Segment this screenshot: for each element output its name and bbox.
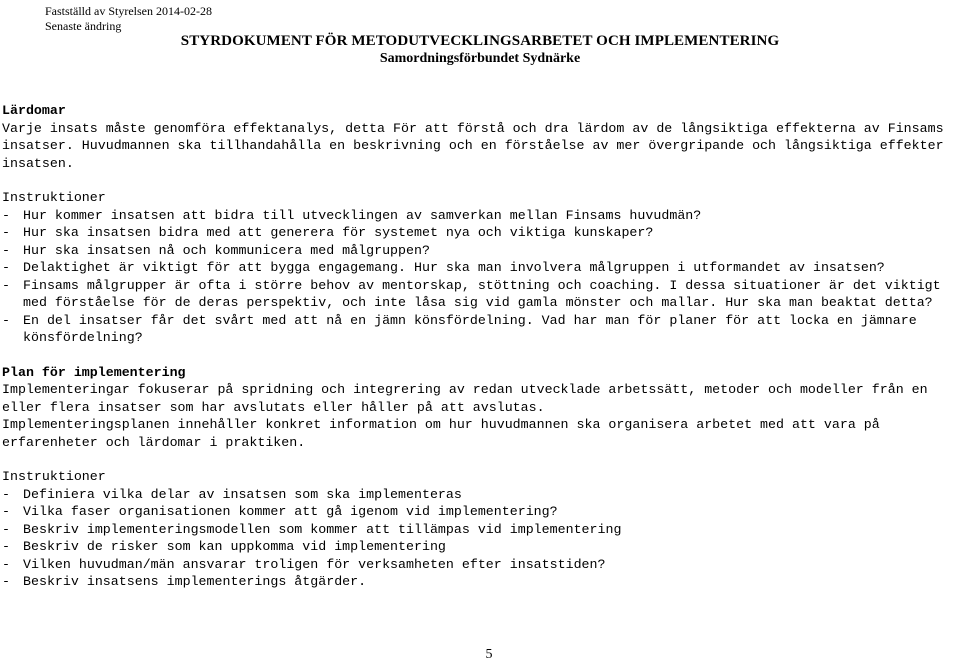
list-item: - Definiera vilka delar av insatsen som ska implementeras (2, 486, 462, 502)
page-number: 5 (485, 647, 493, 662)
list-dash: - (2, 242, 10, 258)
list-dash: - (2, 504, 10, 519)
list-item: - Delaktighet är viktigt för att bygga engagemang. Hur ska man involvera målgruppen i utformandet av insatsen? (2, 260, 885, 275)
list-item: - Beskriv insatsens implementerings åtgärder. (2, 574, 367, 589)
list-dash: - (2, 521, 10, 537)
document-subtitle: Samordningsförbundet Sydnärke (379, 51, 581, 66)
section-heading-instruktioner-2: Instruktioner (2, 469, 106, 484)
plan-paragraph-1: Implementeringar fokuserar på spridning och integrering av redan utvecklade arbetssätt, metoder och modeller från en eller flera insatser som har avslutats eller håller på att avslutas. (2, 382, 928, 415)
lardomar-paragraph: Varje insats måste genomföra effektanalys, detta För att förstå och dra lärdom av de långsiktiga effekterna av Finsams insatser. Huvudmannen ska tillhandahålla en beskrivning och en förståelse av mer övergripande och långsiktiga effekter insatsen. (2, 120, 944, 171)
instruktioner-1-list (2, 207, 952, 347)
list-item: - Beskriv implementeringsmodellen som kommer att tillämpas vid implementering (2, 521, 622, 537)
list-dash: - (2, 574, 10, 589)
list-item: - Vilka faser organisationen kommer att gå igenom vid implementering? (2, 504, 558, 519)
list-dash: - (2, 312, 10, 328)
established-date: Fastställd av Styrelsen 2014-02-28 (45, 4, 212, 18)
document-title: STYRDOKUMENT FÖR METODUTVECKLINGSARBETET OCH IMPLEMENTERING (180, 33, 780, 49)
section-heading-instruktioner-1: Instruktioner (2, 190, 106, 205)
list-item: - Hur ska insatsen nå och kommunicera med målgruppen? (2, 242, 430, 258)
last-changed: Senaste ändring (45, 19, 122, 33)
list-item: - Vilken huvudman/män ansvarar troligen för verksamheten efter insatstiden? (2, 556, 606, 572)
list-item: - Hur kommer insatsen att bidra till utvecklingen av samverkan mellan Finsams huvudmän? (2, 207, 702, 223)
list-dash: - (2, 539, 10, 554)
list-item: - Finsams målgrupper är ofta i större behov av mentorskap, stöttning och coaching. I dessa situationer är det viktigt med förståelse för de deras perspektiv, och inte låsa sig vid gamla mönster och mallar. Hur ska man beaktat detta? (2, 277, 941, 310)
list-dash: - (2, 277, 10, 293)
list-item: - Beskriv de risker som kan uppkomma vid implementering (2, 539, 446, 554)
section-heading-plan: Plan för implementering (2, 364, 186, 380)
list-dash: - (2, 260, 10, 275)
list-dash: - (2, 207, 10, 223)
document-header-meta (45, 4, 212, 34)
list-dash: - (2, 556, 10, 572)
instruktioner-2-list (2, 486, 952, 591)
list-dash: - (2, 486, 10, 502)
list-item: - En del insatser får det svårt med att nå en jämn könsfördelning. Vad har man för planer för att locka en jämnare könsfördelning? (2, 312, 917, 345)
document-body (2, 102, 952, 591)
plan-paragraph-2: Implementeringsplanen innehåller konkret information om hur huvudmannen ska organisera arbetet med att vara på erfarenheter och lärdomar i praktiken. (2, 417, 880, 450)
list-item: - Hur ska insatsen bidra med att generera för systemet nya och viktiga kunskaper? (2, 225, 654, 240)
list-dash: - (2, 225, 10, 240)
section-heading-lardomar: Lärdomar (2, 103, 66, 118)
